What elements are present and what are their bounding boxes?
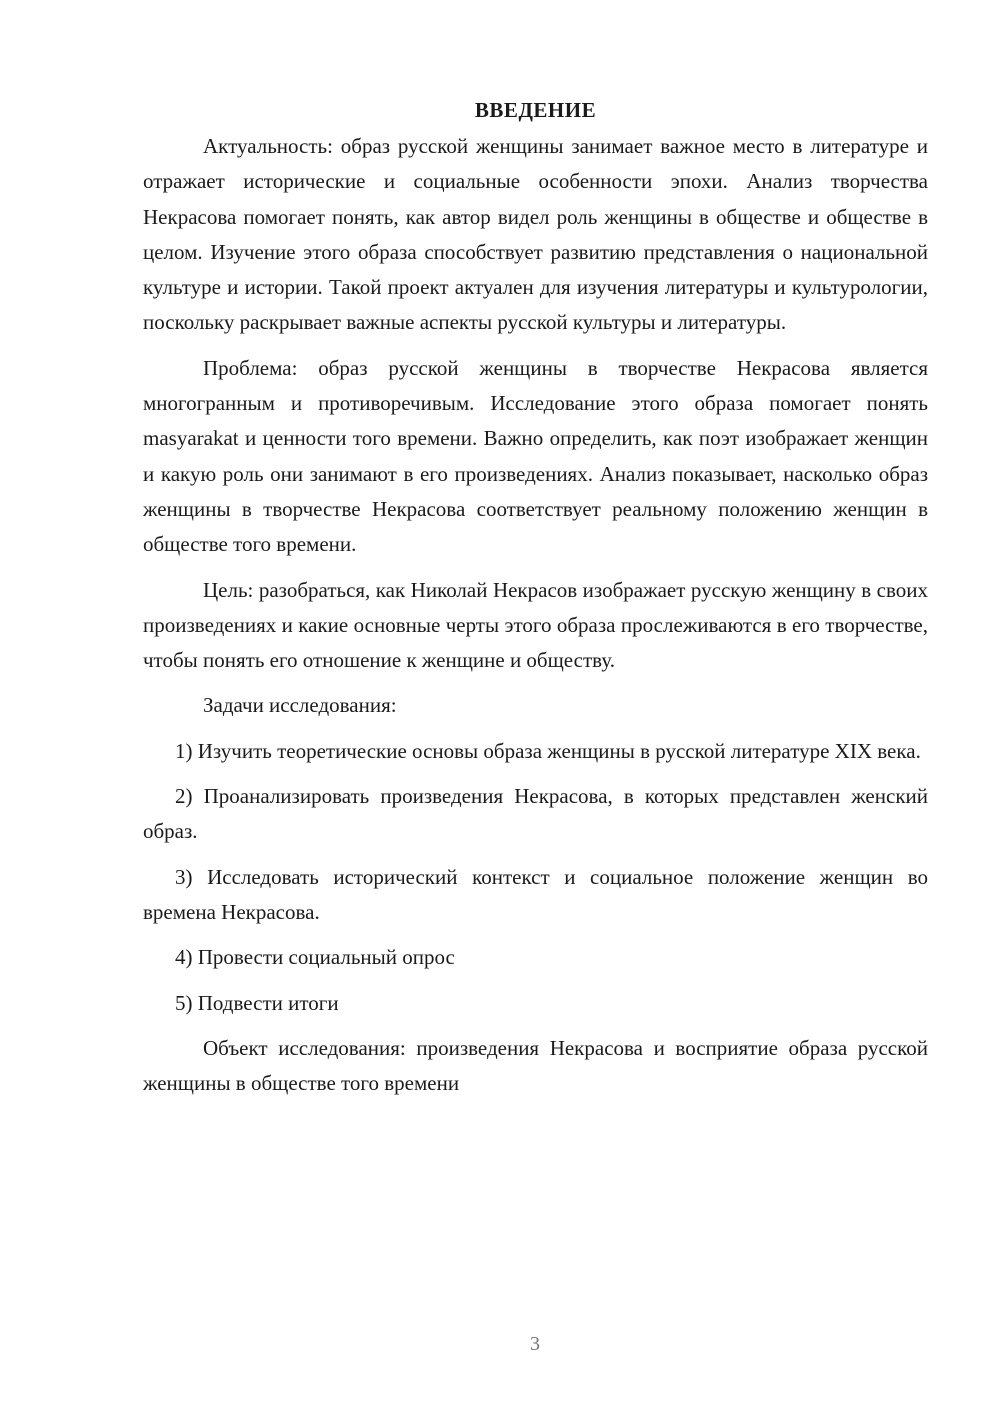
task-item-4: 4) Провести социальный опрос (175, 945, 455, 970)
tasks-heading: Задачи исследования: (203, 693, 397, 718)
page-number: 3 (530, 1333, 540, 1355)
paragraph-relevance: Актуальность: образ русской женщины занимает важное место в литературе и отражает исторические и социальные особенности эпохи. Анализ творчества Некрасова помогает понять, как автор видел роль женщины в обществе и обществе в целом. Изучение этого образа способствует развитию представления о национальной культуре и истории. Такой проект актуален для изучения литературы и культурологии, поскольку раскрывает важные аспекты русской культуры и литературы. (143, 134, 928, 335)
task-item-3: 3) Исследовать исторический контекст и социальное положение женщин во времена Некрасова. (143, 864, 928, 924)
paragraph-object: Объект исследования: произведения Некрасова и восприятие образа русской женщины в обществе того времени (143, 1035, 928, 1096)
document-page (143, 95, 928, 1111)
task-item-5: 5) Подвести итоги (175, 990, 339, 1015)
paragraph-goal: Цель: разобраться, как Николай Некрасов изображает русскую женщину в своих произведениях и какие основные черты этого образа прослеживаются в его творчестве, чтобы понять его отношение к женщине и обществу. (143, 577, 928, 673)
task-item-2: 2) Проанализировать произведения Некрасова, в которых представлен женский образ. (143, 784, 928, 844)
paragraph-problem: Проблема: образ русской женщины в творчестве Некрасова является многогранным и противоречивым. Исследование этого образа помогает понять masyarakat и ценности того времени. Важно определить, как поэт изображает женщин и какую роль они занимают в его произведениях. Анализ показывает, насколько образ женщины в творчестве Некрасова соответствует реальному положению женщин в обществе того времени. (143, 355, 928, 557)
section-heading: ВВЕДЕНИЕ (474, 98, 597, 122)
task-item-1: 1) Изучить теоретические основы образа женщины в русской литературе XIX века. (175, 738, 921, 763)
